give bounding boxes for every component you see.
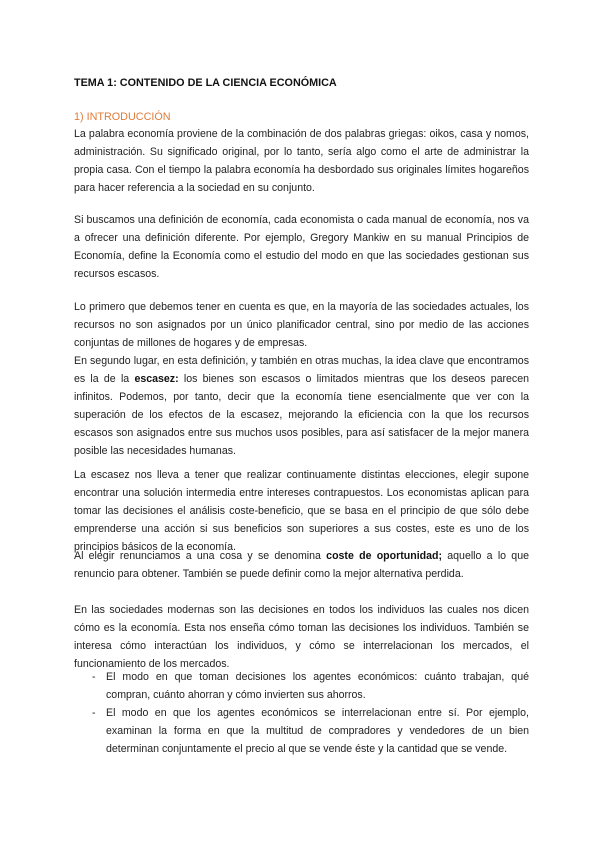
- text-run: los bienes son escasos o limitados mientras que los deseos parecen infinitos. Podemos, por tanto, decir que la economía tiene esencialmente que ver con la superación de los efectos de la escasez, mejorando la eficiencia con la que los recursos escasos son asignados entre sus muchos usos posibles, para así satisfacer de la mejor manera posible las necesidades humanas.: [74, 373, 529, 457]
- bold-term-scarcity: escasez:: [134, 373, 179, 385]
- paragraph-scarcity: [74, 352, 529, 460]
- bullet-list: [92, 668, 529, 758]
- list-dash: -: [92, 671, 96, 683]
- paragraph-modern-societies: En las sociedades modernas son las decisiones en todos los individuos las cuales nos dicen cómo es la economía. Esta nos enseña cómo toman las decisiones los individuos. También se interesa cómo interactúan los individuos, y cómo se interrelacionan los mercados, el funcionamiento de los mercados.: [74, 604, 529, 670]
- list-item-text: El modo en que los agentes económicos se interrelacionan entre sí. Por ejemplo, examinan la forma en que la multitud de compradores y vendedores de un bien determinan conjuntamente el precio al que se vende éste y la cantidad que se vende.: [106, 707, 529, 755]
- section-heading: 1) INTRODUCCIÓN: [74, 111, 171, 123]
- list-item-text: El modo en que toman decisiones los agentes económicos: cuánto trabajan, qué compran, cuánto ahorran y cómo invierten sus ahorros.: [106, 671, 529, 701]
- paragraph-choices: La escasez nos lleva a tener que realizar continuamente distintas elecciones, elegir supone encontrar una solución intermedia entre intereses contrapuestos. Los economistas aplican para tomar las decisiones el análisis coste-beneficio, que se basa en el principio de que sólo debe emprenderse una acción si sus beneficios son superiores a sus costes, este es uno de los principios básicos de la economía.: [74, 469, 529, 553]
- text-run: Al elegir renunciamos a una cosa y se denomina: [74, 550, 327, 562]
- paragraph-definition: Si buscamos una definición de economía, cada economista o cada manual de economía, nos va a ofrecer una definición diferente. Por ejemplo, Gregory Mankiw en su manual Principios de Economía, define la Economía como el estudio del modo en que las sociedades gestionan sus recursos escasos.: [74, 214, 529, 280]
- paragraph-opportunity-cost: [74, 547, 529, 583]
- document-title: TEMA 1: CONTENIDO DE LA CIENCIA ECONÓMICA: [74, 77, 337, 89]
- list-item: [92, 704, 529, 758]
- text-run: aquello a lo que renuncio para obtener. También se puede definir como la mejor alternativa perdida.: [74, 550, 529, 580]
- list-item: [92, 668, 529, 704]
- paragraph-allocation: Lo primero que debemos tener en cuenta es que, en la mayoría de las sociedades actuales, los recursos no son asignados por un único planificador central, sino por medio de las acciones conjuntas de millones de hogares y de empresas.: [74, 301, 529, 349]
- list-dash: -: [92, 707, 96, 719]
- bold-term-opportunity-cost: coste de oportunidad;: [326, 550, 443, 562]
- paragraph-etymology: La palabra economía proviene de la combinación de dos palabras griegas: oikos, casa y nomos, administración. Su significado original, por lo tanto, sería algo como el arte de administrar la propia casa. Con el tiempo la palabra economía ha desbordado sus originales límites hogareños para hacer referencia a la sociedad en su conjunto.: [74, 128, 529, 194]
- text-run: En segundo lugar, en esta definición, y también en otras muchas, la idea clave que encontramos es la de la: [74, 355, 529, 385]
